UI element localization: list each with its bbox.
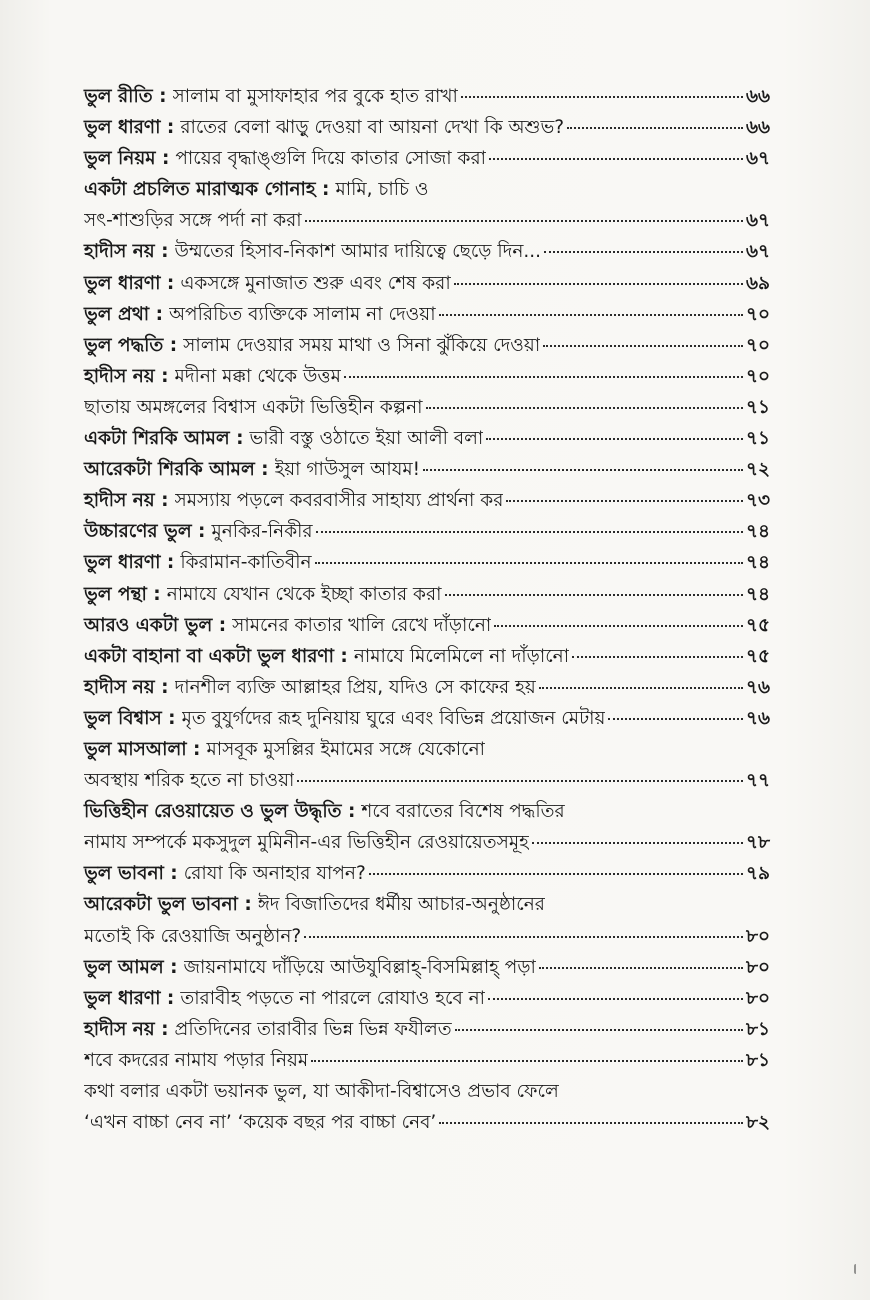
toc-entry	[84, 1045, 770, 1076]
toc-entry-text: সমস্যায় পড়লে কবরবাসীর সাহায্য প্রার্থনা কর	[174, 490, 504, 512]
toc-entry-text: ইয়া গাউসুল আযম!	[274, 459, 421, 481]
toc-entry	[84, 174, 770, 205]
toc-entry-label: আরেকটা শিরকি আমল :	[84, 459, 269, 481]
dot-leader	[439, 314, 743, 316]
dot-leader	[506, 500, 743, 502]
toc-entry	[84, 81, 770, 112]
dot-leader	[426, 407, 743, 409]
dot-leader	[369, 873, 743, 875]
toc-entry-label: হাদীস নয় :	[84, 490, 169, 512]
toc-entry	[84, 1014, 770, 1045]
dot-leader	[423, 469, 743, 471]
toc-entry-label: ভুল আমল :	[84, 956, 178, 978]
toc-entry-page-number: ৭১	[745, 396, 770, 418]
toc-entry	[84, 796, 770, 827]
toc-entry-text: নামায সম্পর্কে মকসুদুল মুমিনীন-এর ভিত্তিহীন রেওয়ায়েতসমূহ	[84, 832, 529, 854]
toc-entry	[84, 330, 770, 361]
dot-leader	[316, 531, 743, 533]
toc-entry-text: রাতের বেলা ঝাড়ু দেওয়া বা আয়না দেখা কি অশুভ?	[180, 117, 565, 139]
dot-leader	[608, 718, 743, 720]
toc-entry-page-number: ৭৮	[745, 832, 770, 854]
toc-entry-page-number: ৬৬	[745, 117, 770, 139]
toc-entry-text: মতোই কি রেওয়াজি অনুষ্ঠান?	[84, 925, 302, 947]
dot-leader	[439, 1122, 743, 1124]
toc-entry	[84, 827, 770, 858]
toc-entry-text: সালাম বা মুসাফাহার পর বুকে হাত রাখা	[172, 86, 458, 107]
toc-entry	[84, 921, 770, 952]
toc-entry-text: উম্মতের হিসাব-নিকাশ আমার দায়িত্বে ছেড়ে দিন...	[174, 241, 542, 263]
toc-entry-label: আরও একটা ভুল :	[84, 614, 227, 636]
toc-entry-text: কথা বলার একটা ভয়ানক ভুল, যা আকীদা-বিশ্বাসেও প্রভাব ফেলে	[84, 1081, 559, 1102]
dot-leader	[544, 251, 743, 253]
toc-entry-label: ভুল ধারণা :	[84, 272, 175, 294]
toc-entry	[84, 547, 770, 578]
toc-entry-page-number: ৭৪	[745, 583, 770, 605]
toc-entry	[84, 889, 770, 920]
dot-leader	[532, 842, 743, 844]
toc-entry-label: ভুল রীতি :	[84, 86, 167, 107]
dot-leader	[567, 127, 743, 129]
toc-entry	[84, 205, 770, 236]
toc-entry	[84, 361, 770, 392]
toc-entry-page-number: ৭৯	[745, 863, 770, 885]
toc-entry-label: ভুল পন্থা :	[84, 583, 161, 605]
toc-entry-text: মৃত বুযুর্গদের রূহ দুনিয়ায় ঘুরে এবং বিভিন্ন প্রয়োজন মেটায়	[181, 707, 606, 729]
toc-entry	[84, 516, 770, 547]
toc-entry-text: ছাতায় অমঙ্গলের বিশ্বাস একটা ভিত্তিহীন কল্পনা	[84, 396, 423, 418]
toc-entry-page-number: ৮০	[745, 925, 770, 947]
toc-entry-page-number: ৬৭	[745, 148, 770, 170]
toc-entry-label: ভুল ভাবনা :	[84, 863, 178, 885]
toc-entry-label: একটা শিরকি আমল :	[84, 428, 244, 450]
toc-entry-label: ভিত্তিহীন রেওয়ায়েত ও ভুল উদ্ধৃতি :	[84, 801, 356, 823]
toc-entry-text: সৎ-শাশুড়ির সঙ্গে পর্দা না করা	[84, 210, 302, 232]
toc-entry-label: একটা প্রচলিত মারাত্মক গোনাহ :	[84, 179, 330, 201]
toc-entry	[84, 703, 770, 734]
toc-entry-text: ‘এখন বাচ্চা নেব না’ ‘কয়েক বছর পর বাচ্চা নেব’	[84, 1112, 437, 1134]
toc-entry	[84, 1107, 770, 1138]
dot-leader	[539, 967, 743, 969]
toc-entry-text: সামনের কাতার খালি রেখে দাঁড়ানো	[232, 614, 492, 636]
toc-entry-page-number: ৬৯	[745, 272, 770, 294]
toc-entry	[84, 1076, 770, 1107]
toc-entry-text: কিরামান-কাতিবীন	[180, 552, 312, 574]
toc-entry	[84, 485, 770, 516]
toc-entry-text: মুনকির-নিকীর	[211, 521, 313, 543]
toc-entry	[84, 112, 770, 143]
toc-entry	[84, 392, 770, 423]
toc-entry-text: নামাযে যেখান থেকে ইচ্ছা কাতার করা	[166, 583, 442, 605]
toc-entry	[84, 423, 770, 454]
toc-entry-text: পায়ের বৃদ্ধাঙ্গুলি দিয়ে কাতার সোজা করা	[175, 148, 487, 170]
toc-entry	[84, 641, 770, 672]
toc-entry-page-number: ৭৬	[745, 707, 770, 729]
toc-entry	[84, 610, 770, 641]
dot-leader	[494, 625, 743, 627]
toc-entry-label: একটা বাহানা বা একটা ভুল ধারণা :	[84, 645, 348, 667]
toc-entry-text: তারাবীহ পড়তে না পারলে রোযাও হবে না	[180, 987, 486, 1009]
toc-entry-label: ভুল মাসআলা :	[84, 738, 201, 760]
dot-leader	[486, 438, 743, 440]
toc-entry-page-number: ৭৫	[745, 614, 770, 636]
toc-entry-page-number: ৬৭	[745, 210, 770, 232]
toc-entry-label: হাদীস নয় :	[84, 676, 169, 698]
toc-entry-page-number: ৮১	[745, 1018, 770, 1040]
dot-leader	[572, 656, 743, 658]
dot-leader	[297, 780, 743, 782]
toc-entry-label: ভুল বিশ্বাস :	[84, 707, 176, 729]
toc-entry-page-number: ৮০	[745, 956, 770, 978]
toc-entry-label: ভুল নিয়ম :	[84, 148, 170, 170]
toc-entry-page-number: ৭৫	[745, 645, 770, 667]
toc-entry-label: আরেকটা ভুল ভাবনা :	[84, 894, 252, 916]
toc-entry-label: হাদীস নয় :	[84, 1018, 169, 1040]
toc-entry	[84, 236, 770, 267]
toc-entry-label: ভুল ধারণা :	[84, 987, 175, 1009]
toc-entry-text: নামাযে মিলেমিলে না দাঁড়ানো	[353, 645, 570, 667]
toc-entry-label: হাদীস নয় :	[84, 241, 169, 263]
toc-entry	[84, 143, 770, 174]
toc-entry-label: ভুল প্রথা :	[84, 303, 164, 325]
toc-entry-text: মামি, চাচি ও	[335, 179, 429, 201]
dot-leader	[315, 562, 743, 564]
toc-entry	[84, 579, 770, 610]
toc-entry	[84, 983, 770, 1014]
toc-entry-page-number: ৭৪	[745, 521, 770, 543]
dot-leader	[489, 158, 743, 160]
toc-entry-text: সালাম দেওয়ার সময় মাথা ও সিনা ঝুঁকিয়ে দেওয়া	[183, 334, 541, 356]
dot-leader	[445, 594, 743, 596]
toc-entry-page-number: ৭৭	[745, 770, 770, 792]
toc-entry-page-number: ৮১	[745, 1049, 770, 1071]
toc-entry-text: প্রতিদিনের তারাবীর ভিন্ন ভিন্ন ফযীলত	[174, 1018, 452, 1040]
toc-entry-page-number: ৭৩	[745, 490, 770, 512]
toc-entry	[84, 734, 770, 765]
toc-entry	[84, 952, 770, 983]
table-of-contents	[84, 81, 770, 1138]
page-mark	[854, 1264, 860, 1274]
toc-entry-page-number: ৮২	[745, 1112, 770, 1134]
toc-entry-text: মাসবূক মুসল্লির ইমামের সঙ্গে যেকোনো	[206, 738, 485, 760]
dot-leader	[344, 376, 743, 378]
toc-entry-text: অপরিচিত ব্যক্তিকে সালাম না দেওয়া	[169, 303, 436, 325]
toc-entry-label: ভুল ধারণা :	[84, 552, 175, 574]
toc-entry-text: মদীনা মক্কা থেকে উত্তম	[174, 365, 341, 387]
toc-entry	[84, 268, 770, 299]
toc-entry	[84, 299, 770, 330]
toc-entry-text: দানশীল ব্যক্তি আল্লাহর প্রিয়, যদিও সে কাফের হয়	[174, 676, 536, 698]
dot-leader	[454, 283, 743, 285]
toc-entry-page-number: ৭৪	[745, 552, 770, 574]
toc-entry-page-number: ৬৬	[745, 86, 770, 107]
toc-entry-text: ভারী বস্তু ওঠাতে ইয়া আলী বলা	[249, 428, 484, 450]
dot-leader	[455, 1029, 743, 1031]
toc-entry-text: ঈদ বিজাতিদের ধর্মীয় আচার-অনুষ্ঠানের	[257, 894, 545, 916]
toc-entry-label: উচ্চারণের ভুল :	[84, 521, 206, 543]
toc-entry-page-number: ৭২	[745, 459, 770, 481]
toc-entry-text: শবে কদরের নামায পড়ার নিয়ম	[84, 1049, 309, 1071]
toc-entry-label: ভুল পদ্ধতি :	[84, 334, 178, 356]
toc-entry-text: শবে বরাতের বিশেষ পদ্ধতির	[361, 801, 565, 823]
toc-entry-label: ভুল ধারণা :	[84, 117, 175, 139]
toc-entry-page-number: ৭১	[745, 428, 770, 450]
toc-entry-text: একসঙ্গে মুনাজাত শুরু এবং শেষ করা	[180, 272, 451, 294]
dot-leader	[539, 687, 743, 689]
toc-entry-text: জায়নামাযে দাঁড়িয়ে আউযুবিল্লাহ্-বিসমিল্লাহ্ পড়া	[183, 956, 536, 978]
dot-leader	[304, 936, 743, 938]
toc-entry-page-number: ৭৬	[745, 676, 770, 698]
toc-entry-page-number: ৭০	[745, 303, 770, 325]
toc-entry	[84, 454, 770, 485]
dot-leader	[311, 1060, 743, 1062]
toc-entry-page-number: ৭০	[745, 365, 770, 387]
dot-leader	[543, 345, 743, 347]
toc-entry-text: অবস্থায় শরিক হতে না চাওয়া	[84, 770, 295, 792]
toc-entry	[84, 858, 770, 889]
toc-entry-label: হাদীস নয় :	[84, 365, 169, 387]
toc-entry-page-number: ৮০	[745, 987, 770, 1009]
toc-entry-page-number: ৬৭	[745, 241, 770, 263]
dot-leader	[305, 220, 743, 222]
toc-entry-text: রোযা কি অনাহার যাপন?	[183, 863, 366, 885]
toc-entry	[84, 672, 770, 703]
dot-leader	[488, 998, 743, 1000]
dot-leader	[461, 96, 743, 98]
toc-entry	[84, 765, 770, 796]
toc-entry-page-number: ৭০	[745, 334, 770, 356]
